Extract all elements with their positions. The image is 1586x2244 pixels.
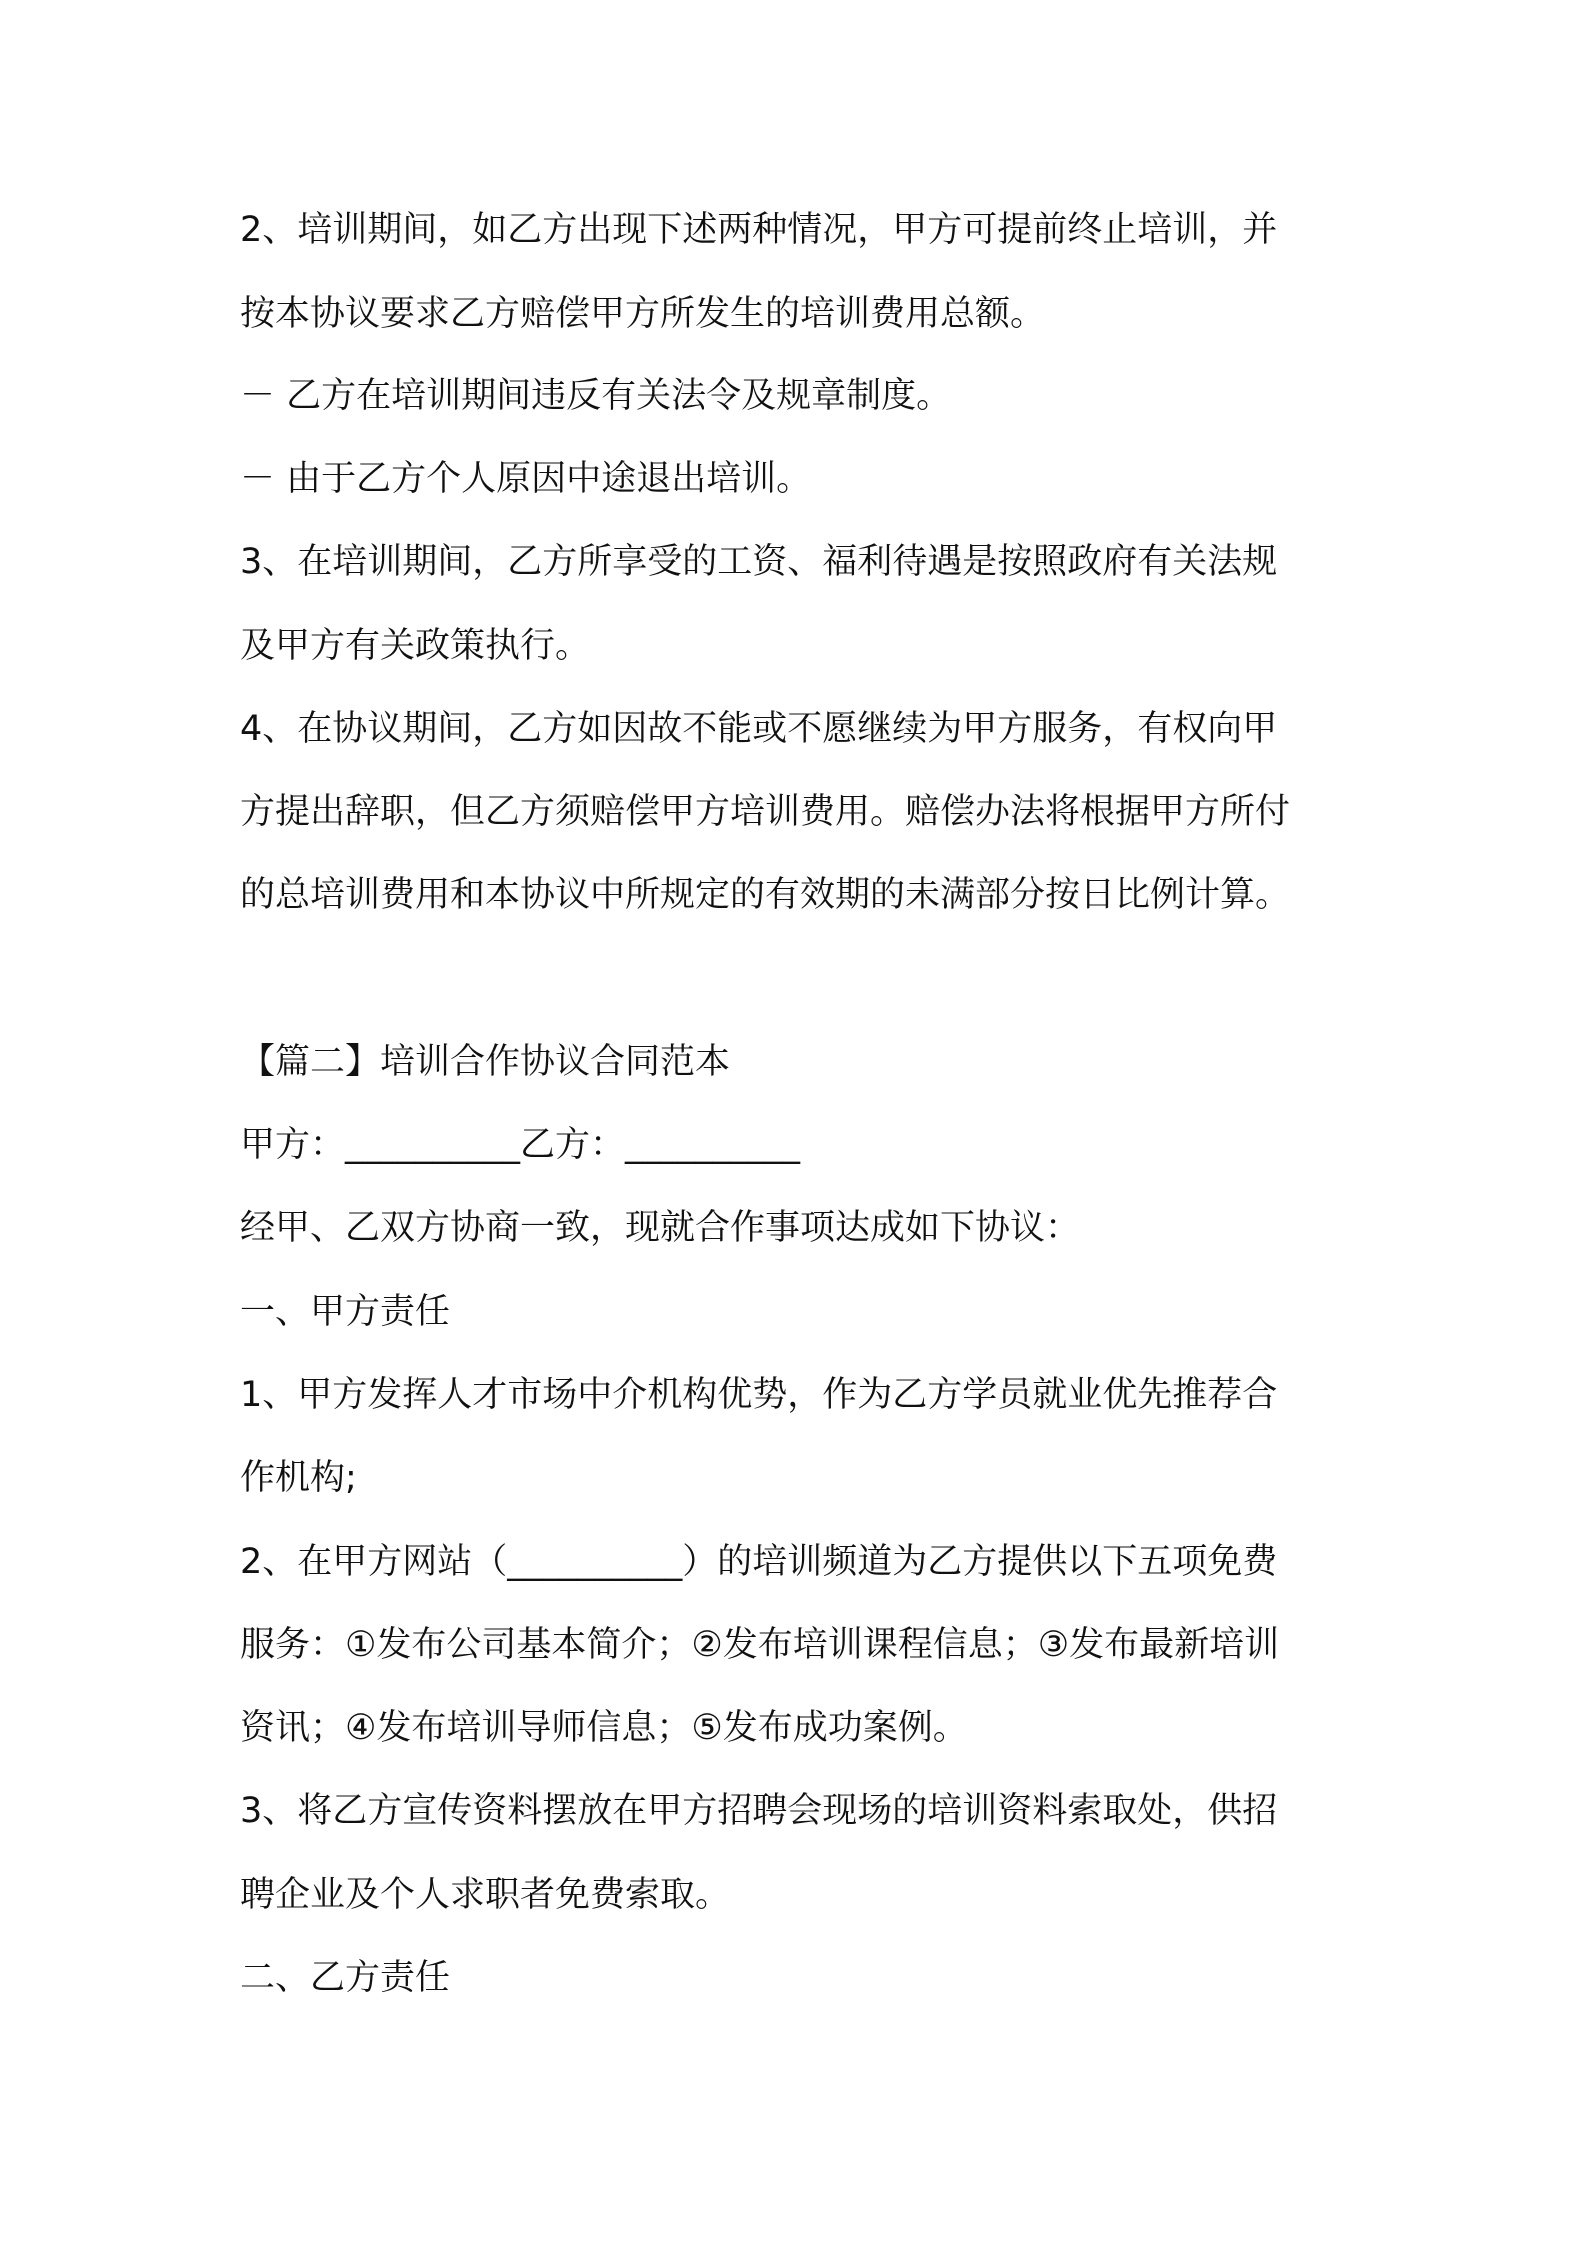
item3-line2: 及甲方有关政策执行。 bbox=[240, 626, 591, 666]
item2-line1: 2、培训期间，如乙方出现下述两种情况，甲方可提前终止培训，并 bbox=[240, 210, 1278, 250]
s2-item1-line2: 作机构; bbox=[240, 1458, 357, 1498]
s2-item3-line1: 3、将乙方宣传资料摆放在甲方招聘会现场的培训资料索取处，供招 bbox=[240, 1791, 1278, 1831]
item4-line2: 方提出辞职，但乙方须赔偿甲方培训费用。赔偿办法将根据甲方所付 bbox=[240, 792, 1291, 832]
s2-item2-line1: 2、在甲方网站（__________）的培训频道为乙方提供以下五项免费 bbox=[240, 1542, 1278, 1582]
bullet-violation: － 乙方在培训期间违反有关法令及规章制度。 bbox=[240, 376, 952, 416]
heading-party-b: 二、乙方责任 bbox=[240, 1958, 451, 1998]
section-title: 【篇二】培训合作协议合同范本 bbox=[240, 1042, 731, 1082]
s2-item1-line1: 1、甲方发挥人才市场中介机构优势，作为乙方学员就业优先推荐合 bbox=[240, 1375, 1278, 1415]
intro-line: 经甲、乙双方协商一致，现就合作事项达成如下协议： bbox=[240, 1208, 1081, 1248]
item3-line1: 3、在培训期间，乙方所享受的工资、福利待遇是按照政府有关法规 bbox=[240, 542, 1278, 582]
item4-line3: 的总培训费用和本协议中所规定的有效期的未满部分按日比例计算。 bbox=[240, 875, 1291, 915]
item4-line1: 4、在协议期间，乙方如因故不能或不愿继续为甲方服务，有权向甲 bbox=[240, 709, 1278, 749]
s2-item2-line3: 资讯；④发布培训导师信息；⑤发布成功案例。 bbox=[240, 1708, 968, 1748]
heading-party-a: 一、甲方责任 bbox=[240, 1292, 451, 1332]
s2-item2-line2: 服务：①发布公司基本简介；②发布培训课程信息；③发布最新培训 bbox=[240, 1625, 1280, 1665]
s2-item3-line2: 聘企业及个人求职者免费索取。 bbox=[240, 1875, 731, 1915]
parties-line: 甲方：__________乙方：__________ bbox=[240, 1125, 801, 1165]
bullet-withdrawal: － 由于乙方个人原因中途退出培训。 bbox=[240, 459, 812, 499]
item2-line2: 按本协议要求乙方赔偿甲方所发生的培训费用总额。 bbox=[240, 294, 1046, 334]
